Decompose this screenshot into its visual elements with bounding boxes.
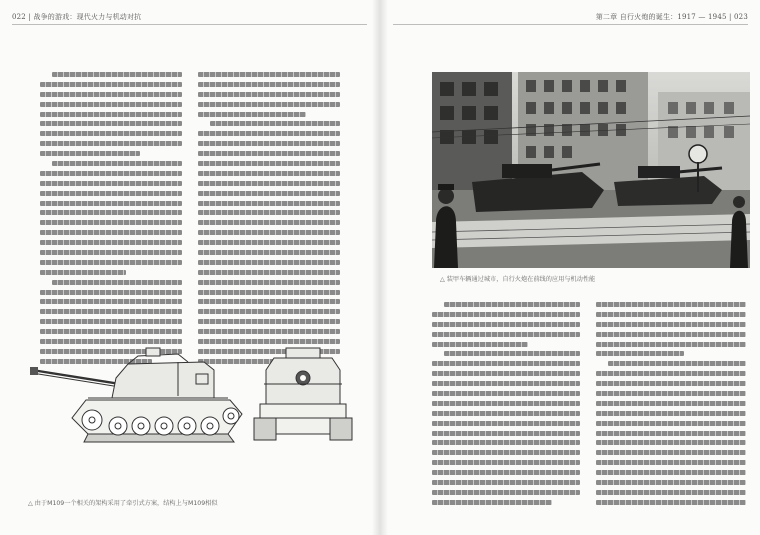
- right-caption: △ 装甲车辆通过城市，自行火炮在前线的应用与机动性能: [440, 276, 596, 283]
- left-caption: △ 由于M109一个相关的架构采用了牵引式方案，结构上与M109相似: [28, 500, 218, 507]
- right-column-1: [432, 302, 580, 505]
- right-column-2: [596, 302, 746, 505]
- street-tanks-photo: [432, 72, 750, 268]
- front-view: [254, 348, 352, 440]
- howitzer-drawing: [28, 334, 354, 484]
- text-block-1: [40, 72, 182, 364]
- right-header-rule: [393, 24, 748, 25]
- right-running-head: 第二章 自行火炮的诞生：1917 — 1945 | 023: [595, 13, 748, 21]
- text-block-3: [432, 302, 580, 505]
- left-column-2: [198, 72, 340, 364]
- left-header-rule: [12, 24, 367, 25]
- left-column-1: [40, 72, 182, 364]
- photo-image: [432, 72, 750, 268]
- text-block-4: [596, 302, 746, 505]
- side-view: [30, 348, 242, 442]
- left-running-head: 022 | 战争的游戏：现代火力与机动对抗: [12, 13, 142, 21]
- book-gutter: [372, 0, 388, 535]
- text-block-2: [198, 72, 340, 364]
